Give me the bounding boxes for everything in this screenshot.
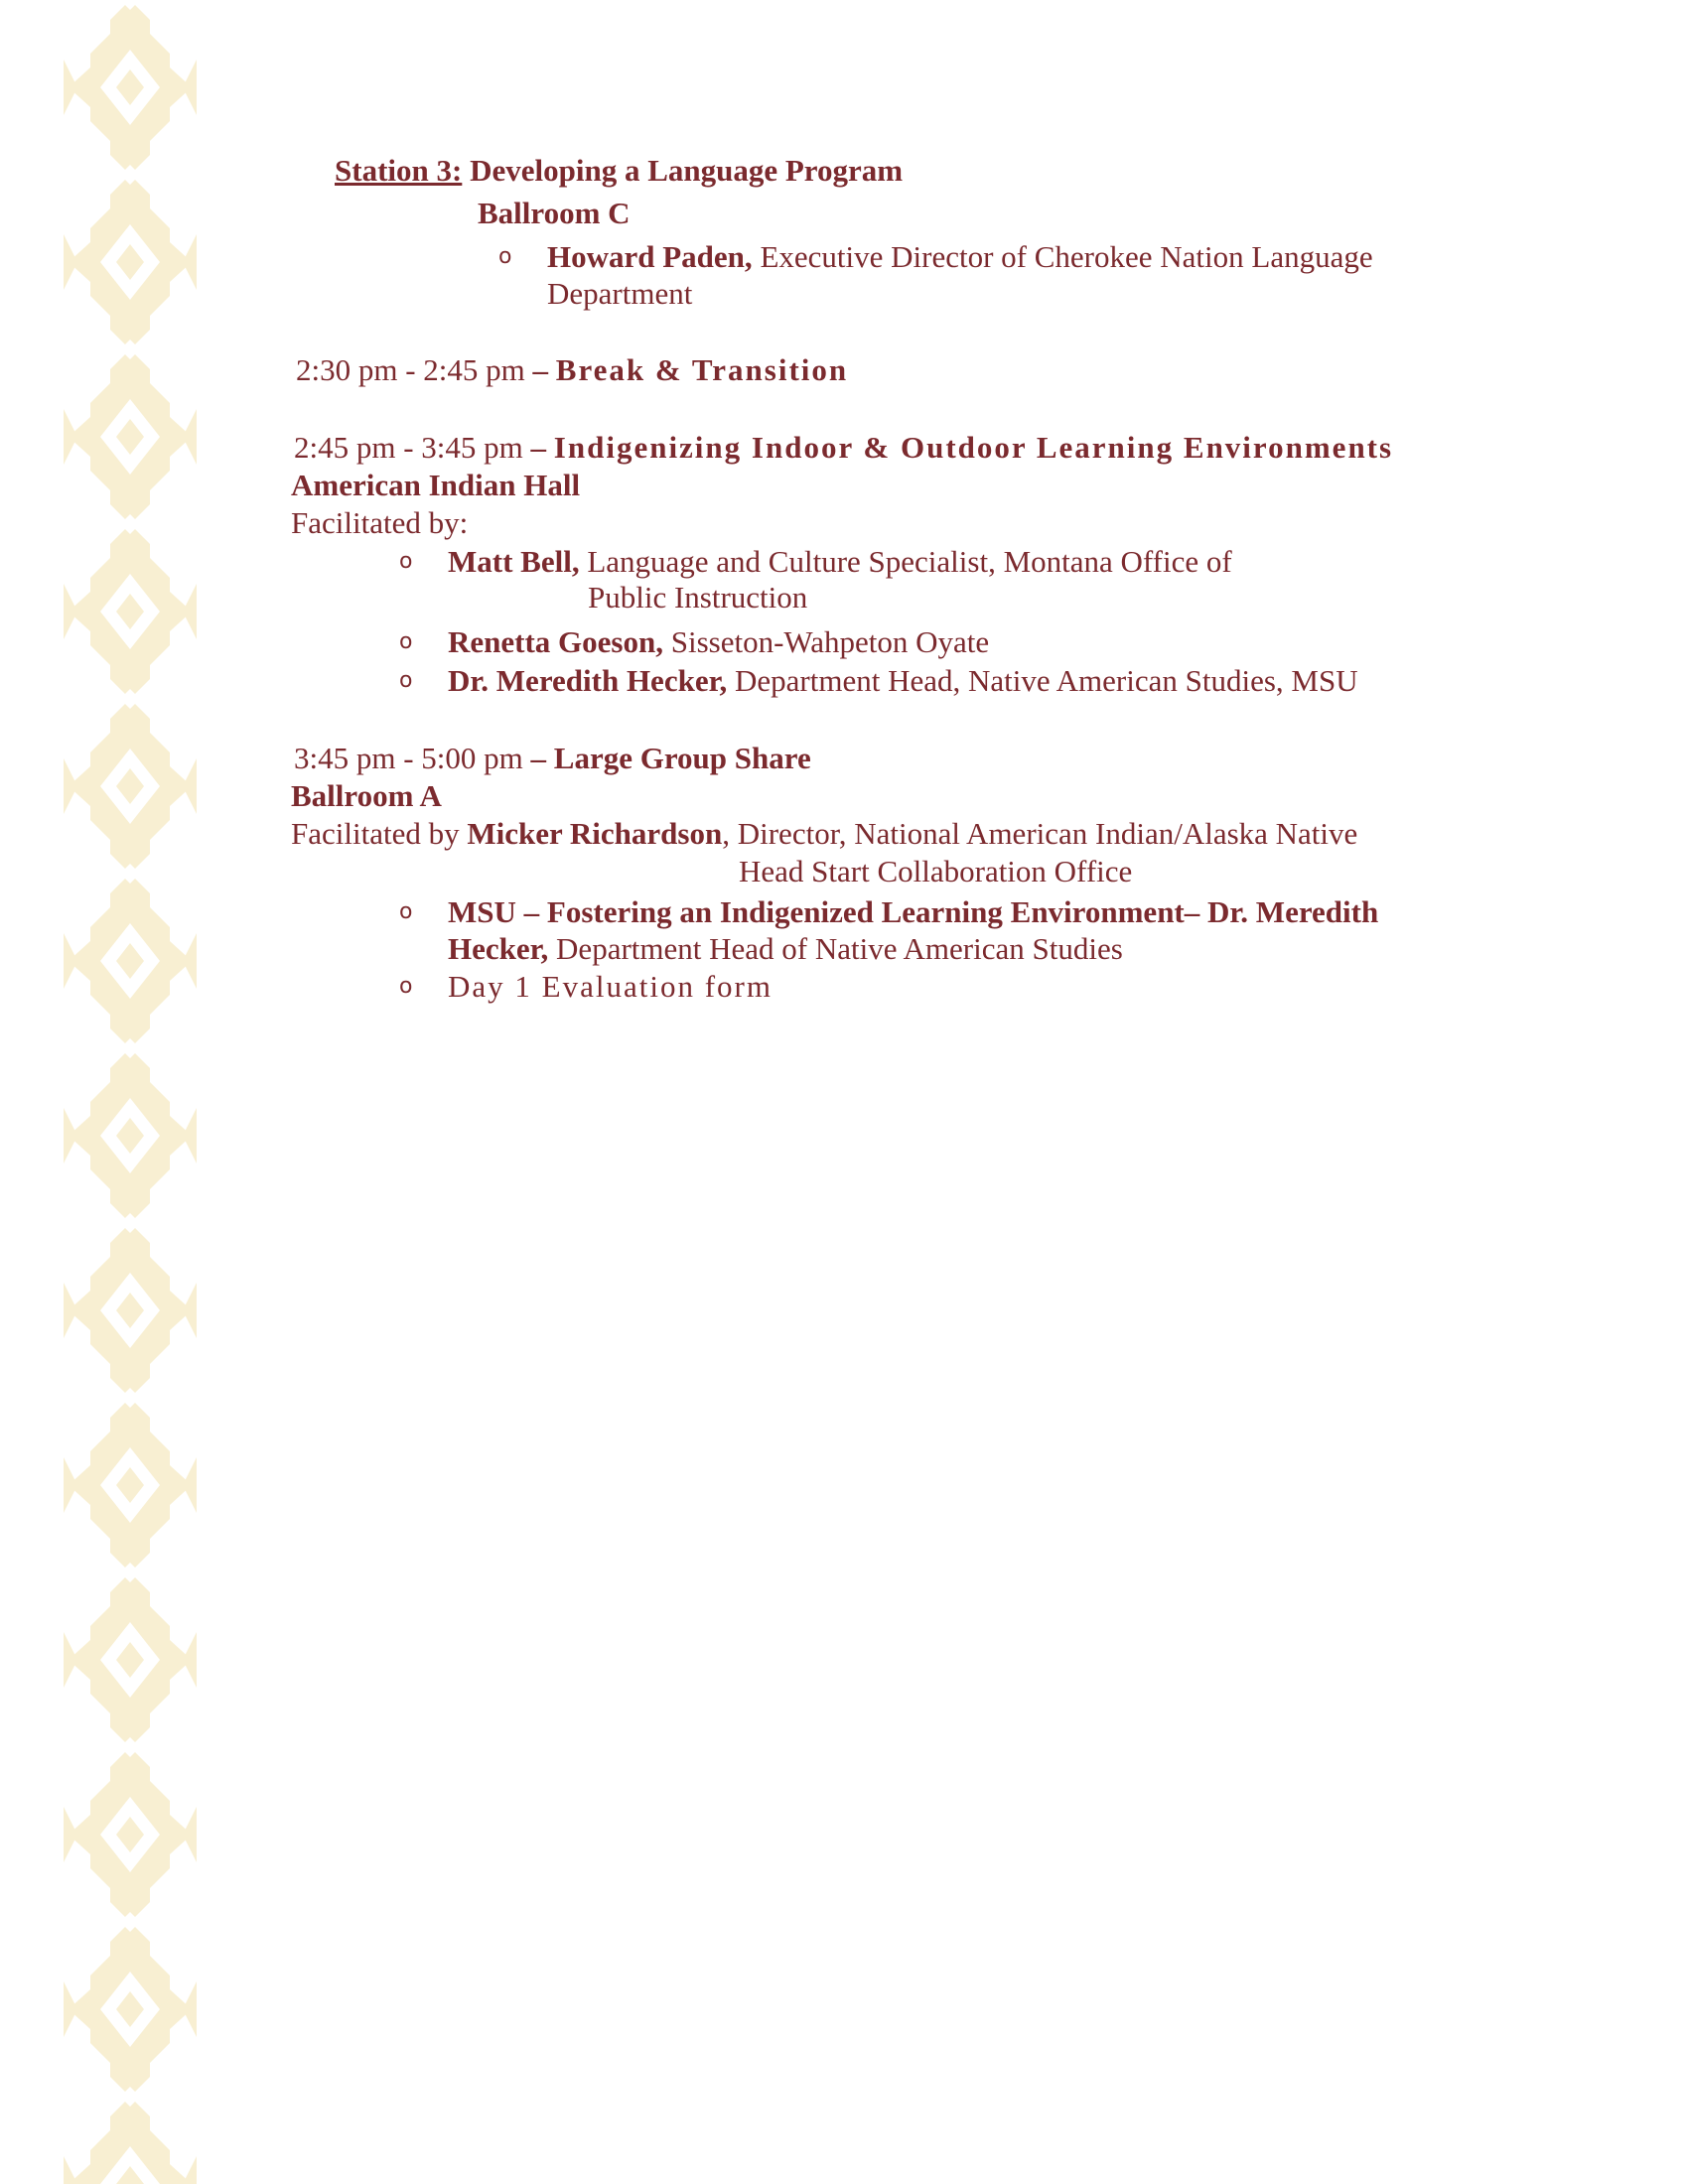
facilitator-renetta-goeson [448,623,989,661]
bullet-icon: o [399,549,413,574]
station3-heading [335,152,903,190]
presenter-role-continued: Department [547,276,693,311]
bullet-icon: o [399,668,413,693]
facilitator-role-continued: Head Start Collaboration Office [739,854,1133,888]
bullet-icon: o [498,244,512,269]
large-group-title: Large Group Share [553,741,811,775]
bullet-icon: o [399,899,413,924]
msu-item: MSU – Fostering an Indigenized Learning Environment– Dr. Meredith [448,894,1379,929]
bullet-icon: o [399,629,413,654]
facilitated-prefix: Facilitated by [291,816,460,851]
facilitator-name: Matt Bell, [448,544,580,579]
border-motif [64,1388,197,1572]
indigenizing-time: 2:45 pm - 3:45 pm [294,430,523,465]
decorative-border-pattern [64,0,197,2184]
border-motif [64,340,197,524]
msu-item-continued [448,930,1123,968]
border-motif [64,0,197,175]
station3-label: Station 3: [335,153,463,188]
large-group-time: 3:45 pm - 5:00 pm [294,741,523,775]
indigenizing-session [294,429,1393,467]
facilitator-role: Sisseton-Wahpeton Oyate [670,624,990,659]
large-group-room: Ballroom A [291,778,442,813]
large-group-dash: – [530,741,547,775]
presenter-role: Executive Director of Cherokee Nation Language [760,239,1373,274]
station3-title: Developing a Language Program [470,153,904,188]
break-session [296,351,848,389]
large-group-session [294,740,811,777]
facilitator-role-continued: Public Instruction [588,580,808,614]
facilitator-role: , Director, National American Indian/Alaska Native [722,816,1358,851]
border-motif [64,1038,197,1223]
large-group-facilitated-by [291,815,1357,853]
break-title: Break & Transition [555,352,849,387]
border-motif [64,165,197,349]
facilitated-by-label: Facilitated by: [291,505,469,540]
border-motif [64,1737,197,1922]
facilitator-name: Micker Richardson [467,816,723,851]
facilitator-name: Renetta Goeson, [448,624,663,659]
msu-item-role: Department Head of Native American Studies [556,931,1123,966]
border-motif [64,1213,197,1398]
border-motif [64,1563,197,1747]
presenter-name: Howard Paden, [547,239,753,274]
break-time: 2:30 pm - 2:45 pm [296,352,525,387]
facilitator-matt-bell [448,543,1232,581]
presenter-howard-paden [547,238,1373,276]
msu-item-name: Hecker, [448,931,549,966]
break-dash: – [532,352,549,387]
indigenizing-title: Indigenizing Indoor & Outdoor Learning Environments [553,430,1394,465]
station3-room: Ballroom C [478,196,631,230]
evaluation-form-item: Day 1 Evaluation form [448,969,773,1004]
indigenizing-room: American Indian Hall [291,468,581,502]
border-motif [64,514,197,699]
bullet-icon: o [399,974,413,999]
facilitator-role: Department Head, Native American Studies, MSU [735,663,1358,698]
facilitator-role: Language and Culture Specialist, Montana Office of [587,544,1232,579]
facilitator-name: Dr. Meredith Hecker, [448,663,728,698]
border-motif [64,689,197,874]
indigenizing-dash: – [530,430,547,465]
facilitator-meredith-hecker [448,662,1358,700]
border-motif [64,2087,197,2184]
border-motif [64,864,197,1048]
border-motif [64,1912,197,2097]
